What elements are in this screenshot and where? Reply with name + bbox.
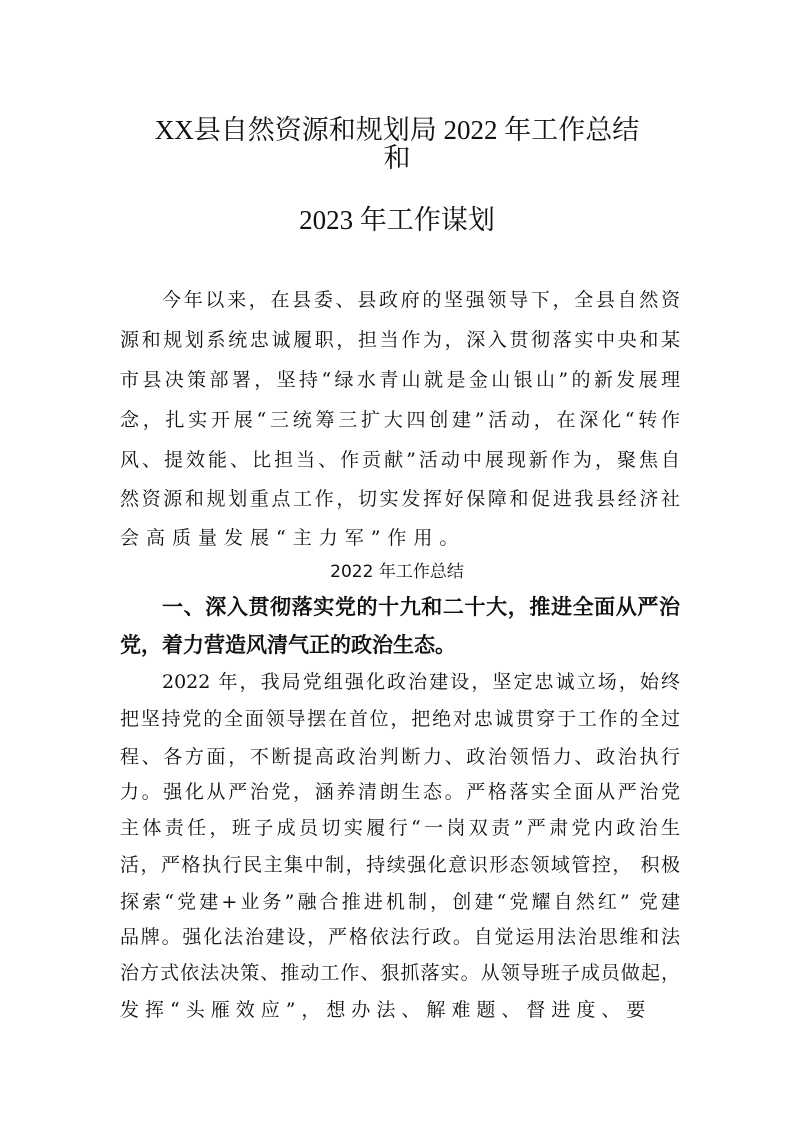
- intro-line: 会高质量发展“主力军”作用。: [120, 527, 466, 549]
- body-line: 程、各方面，不断提高政治判断力、政治领悟力、政治执行: [120, 746, 680, 768]
- body-line: 品牌。强化法治建设，严格依法行政。自觉运用法治思维和法: [120, 926, 680, 948]
- heading-line: 党，着力营造风清气正的政治生态。: [120, 633, 456, 657]
- body-line: 力。强化从严治党，涵养清朗生态。严格落实全面从严治党: [120, 781, 680, 803]
- body-line: 把坚持党的全面领导摆在首位，把绝对忠诚贯穿于工作的全过: [120, 708, 680, 730]
- body-line: 探索“党建+业务”融合推进机制，创建“党耀自然红” 党建: [120, 891, 680, 913]
- intro-line: 念，扎实开展“三统筹三扩大四创建”活动，在深化“转作: [120, 409, 680, 431]
- intro-line: 今年以来，在县委、县政府的坚强领导下，全县自然资: [162, 289, 680, 311]
- intro-line: 源和规划系统忠诚履职，担当作为，深入贯彻落实中央和某: [120, 329, 680, 351]
- body-line: 主体责任，班子成员切实履行“一岗双责”严肃党内政治生: [120, 817, 680, 839]
- body-line: 发挥“头雁效应”，想办法、解难题、督进度、要: [120, 999, 652, 1021]
- title-line-3: 2023 年工作谋划: [299, 205, 495, 235]
- intro-line: 市县决策部署，坚持“绿水青山就是金山银山”的新发展理: [120, 369, 680, 391]
- title-line-1: XX县自然资源和规划局 2022 年工作总结: [154, 115, 640, 145]
- body-line: 2022 年，我局党组强化政治建设，坚定忠诚立场，始终: [162, 671, 680, 693]
- title-line-2: 和: [383, 143, 411, 173]
- body-line: 治方式依法决策、推动工作、狠抓落实。从领导班子成员做起，: [120, 962, 680, 984]
- section-title: 2022 年工作总结: [330, 562, 464, 582]
- body-line: 活，严格执行民主集中制，持续强化意识形态领域管控， 积极: [120, 854, 680, 876]
- heading-line: 一、深入贯彻落实党的十九和二十大，推进全面从严治: [162, 595, 680, 619]
- intro-line: 然资源和规划重点工作，切实发挥好保障和促进我县经济社: [120, 488, 680, 510]
- intro-line: 风、提效能、比担当、作贡献”活动中展现新作为，聚焦自: [120, 449, 680, 471]
